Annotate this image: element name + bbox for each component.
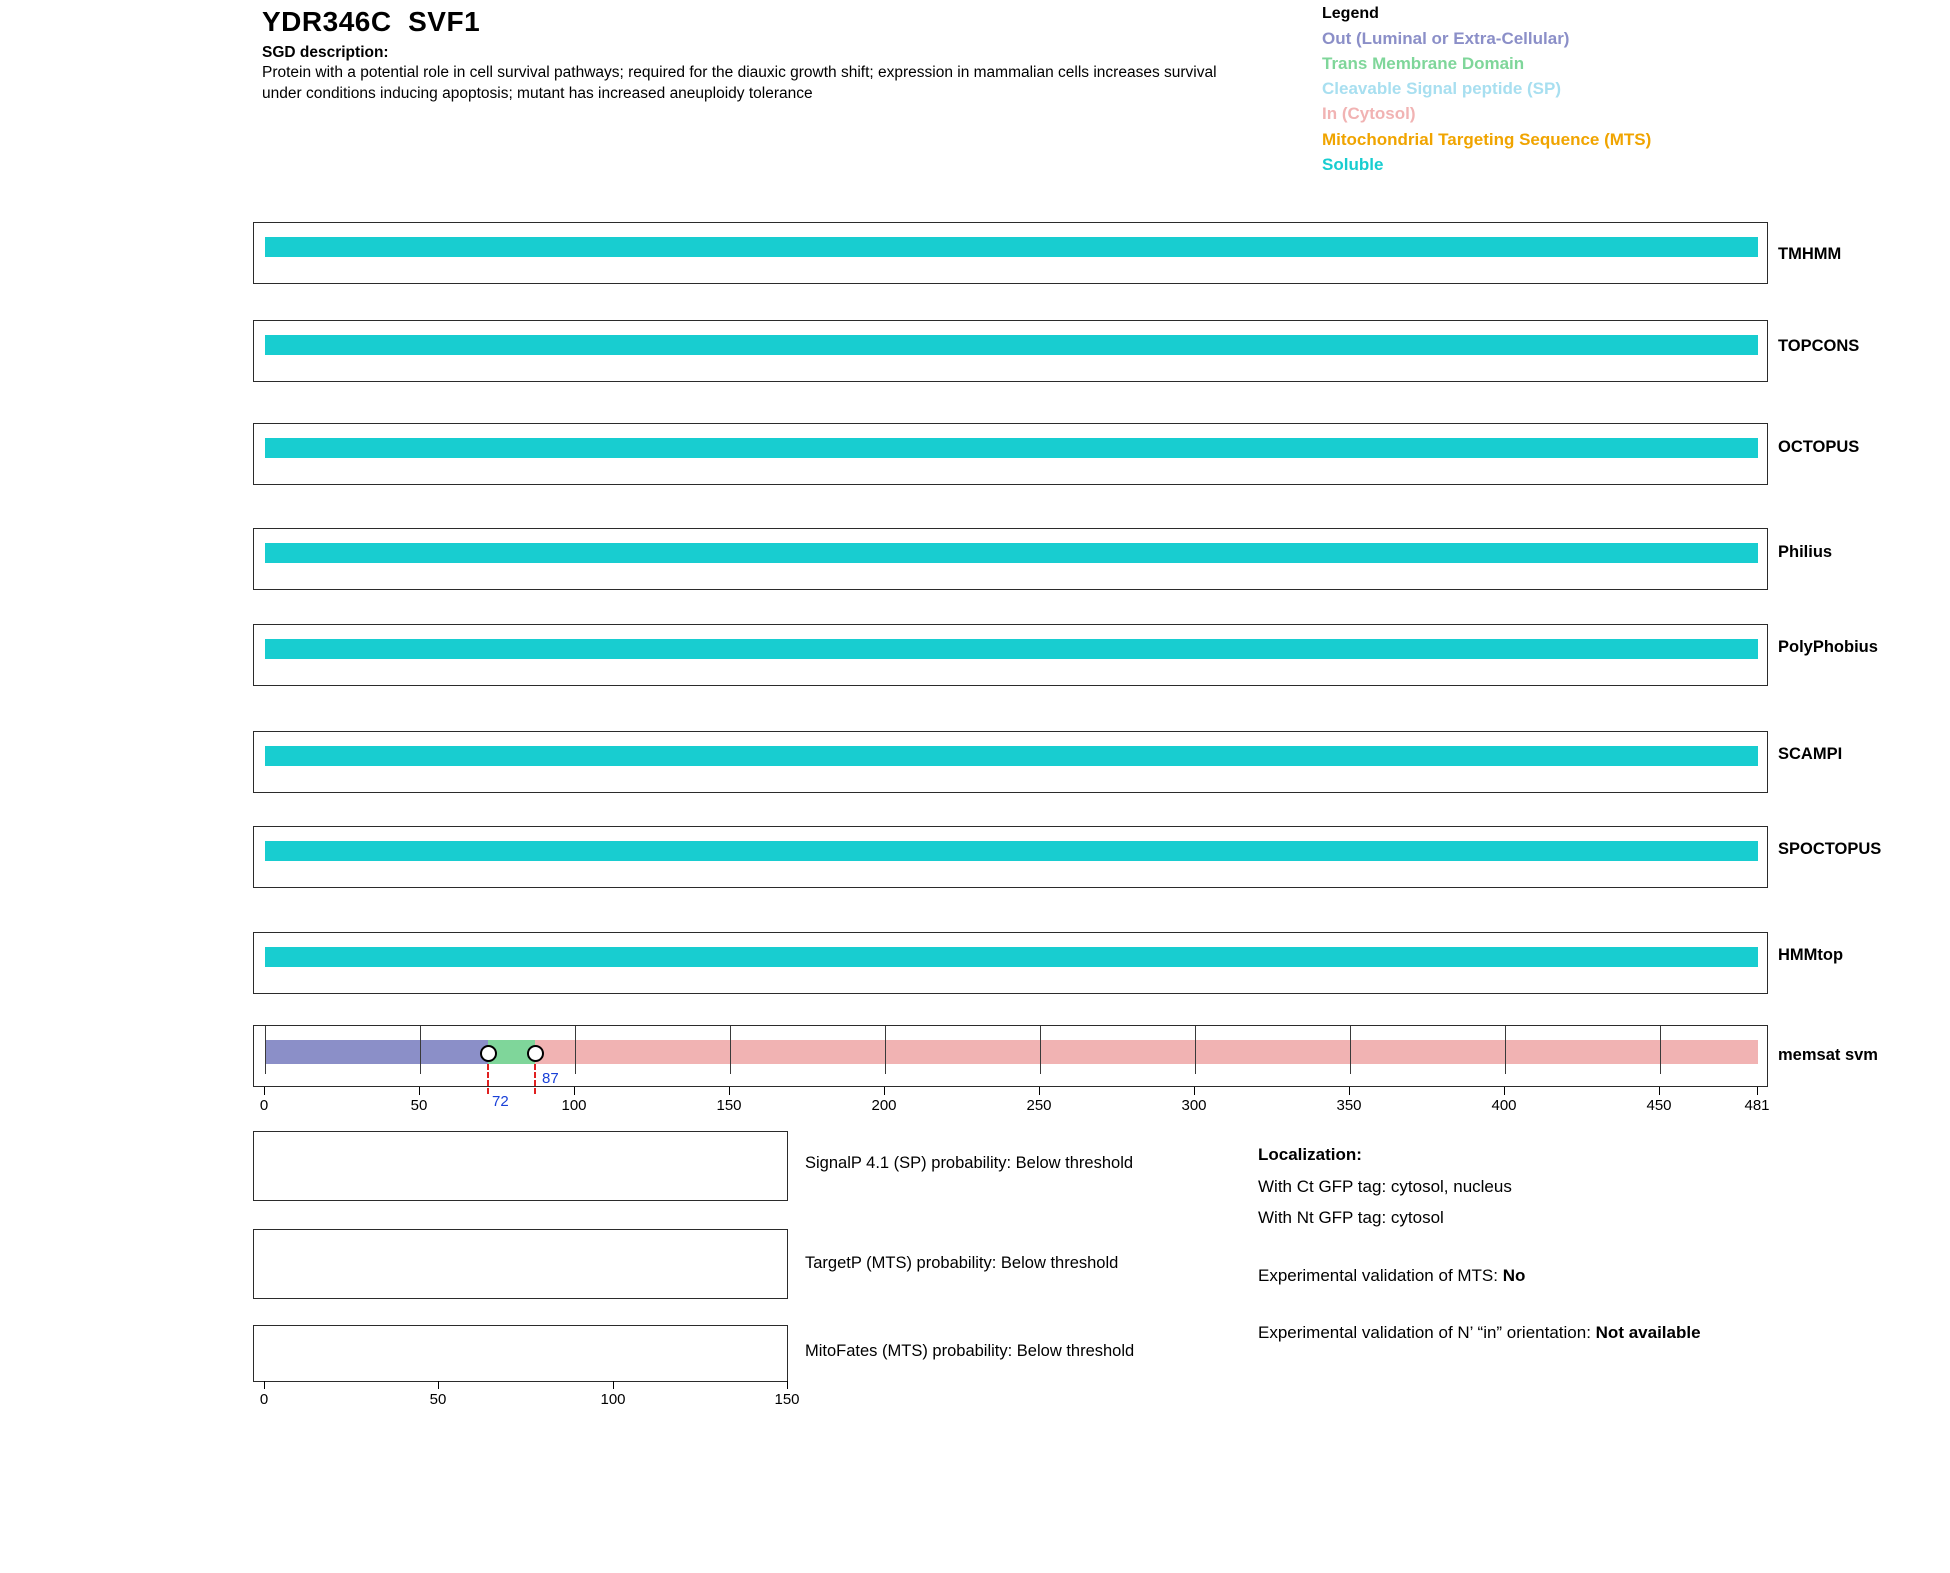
- axis-main-tick-200: 200: [871, 1097, 897, 1114]
- sgd-description-label: SGD description:: [262, 44, 389, 61]
- axis-main-tick-450: 450: [1646, 1097, 1672, 1114]
- axis-main-tick-250: 250: [1026, 1097, 1052, 1114]
- info-panel: [1258, 1142, 1898, 1352]
- orientation-validation: [1258, 1320, 1898, 1346]
- track-hmmtop: [253, 932, 1768, 994]
- legend: [1322, 5, 1922, 177]
- caption-mitofates: MitoFates (MTS) probability: Below threshold: [805, 1342, 1135, 1360]
- legend-item-mts: Mitochondrial Targeting Sequence (MTS): [1322, 129, 1652, 149]
- axis-main-tick-50: 50: [410, 1097, 428, 1114]
- legend-title: Legend: [1322, 5, 1379, 22]
- track-label-octopus: OCTOPUS: [1778, 438, 1860, 456]
- track-philius: [253, 528, 1768, 590]
- track-bar-soluble: [265, 947, 1758, 967]
- panel-signalp-plot: [253, 1131, 788, 1201]
- axis-mito-tick-50: 50: [429, 1391, 447, 1408]
- axis-main-tick-481: 481: [1744, 1097, 1770, 1114]
- axis-main-tick-300: 300: [1181, 1097, 1207, 1114]
- localization-nt-tag: With Nt GFP tag: cytosol: [1258, 1208, 1444, 1227]
- orientation-validation-label: Experimental validation of N’ “in” orientation:: [1258, 1323, 1596, 1342]
- localization-ct-tag: With Ct GFP tag: cytosol, nucleus: [1258, 1176, 1512, 1196]
- legend-item-sp: Cleavable Signal peptide (SP): [1322, 79, 1562, 99]
- track-bar-soluble: [265, 639, 1758, 659]
- axis-main-tick-0: 0: [259, 1097, 269, 1114]
- memsat-segment-in: [535, 1040, 1758, 1064]
- track-topcons: [253, 320, 1768, 382]
- sgd-description-text: Protein with a potential role in cell survival pathways; required for the diauxic growth shift; expression in mammalian cells increases survival under conditions inducing apoptosis; mutant has increased aneuploidy tolerance: [262, 64, 1217, 102]
- mts-validation-label: Experimental validation of MTS:: [1258, 1265, 1503, 1285]
- memsat-marker-line-72: [487, 1064, 489, 1094]
- axis-main-tick-100: 100: [561, 1097, 587, 1114]
- track-label-topcons: TOPCONS: [1778, 337, 1860, 355]
- memsat-marker-label-87: 87: [542, 1070, 559, 1087]
- caption-targetp: TargetP (MTS) probability: Below threshold: [805, 1254, 1119, 1272]
- track-bar-soluble: [265, 543, 1758, 563]
- track-spoctopus: [253, 826, 1768, 888]
- track-bar-soluble: [265, 841, 1758, 861]
- track-bar-soluble: [265, 746, 1758, 766]
- axis-mito-tick-150: 150: [774, 1391, 800, 1408]
- track-scampi: [253, 731, 1768, 793]
- legend-item-tmd: Trans Membrane Domain: [1322, 54, 1525, 74]
- mts-validation: [1258, 1263, 1898, 1289]
- track-octopus: [253, 423, 1768, 485]
- memsat-node-72: [480, 1045, 497, 1062]
- memsat-marker-label-72: 72: [492, 1093, 509, 1110]
- memsat-marker-line-87: [534, 1064, 536, 1094]
- panel-targetp-plot: [253, 1229, 788, 1299]
- localization-title: Localization:: [1258, 1145, 1362, 1164]
- track-tmhmm: [253, 222, 1768, 284]
- track-bar-soluble: [265, 335, 1758, 355]
- axis-main: [253, 1087, 1768, 1127]
- header: [262, 6, 1272, 104]
- caption-signalp: SignalP 4.1 (SP) probability: Below threshold: [805, 1154, 1134, 1172]
- track-label-scampi: SCAMPI: [1778, 745, 1843, 763]
- track-polyphobius: [253, 624, 1768, 686]
- axis-main-tick-400: 400: [1491, 1097, 1517, 1114]
- axis-main-tick-150: 150: [716, 1097, 742, 1114]
- track-memsat-svm: [253, 1025, 1768, 1087]
- track-label-tmhmm: TMHMM: [1778, 245, 1842, 263]
- axis-mito: [253, 1381, 800, 1411]
- track-bar-soluble: [265, 438, 1758, 458]
- page-title: YDR346C SVF1: [262, 6, 481, 37]
- memsat-segment-out: [265, 1040, 488, 1064]
- orientation-validation-value: Not available: [1595, 1323, 1701, 1342]
- legend-item-in: In (Cytosol): [1322, 104, 1416, 124]
- track-label-hmmtop: HMMtop: [1778, 946, 1844, 964]
- axis-mito-tick-100: 100: [600, 1391, 626, 1408]
- axis-main-tick-350: 350: [1336, 1097, 1362, 1114]
- track-label-polyphobius: PolyPhobius: [1778, 638, 1878, 656]
- legend-item-soluble: Soluble: [1322, 154, 1384, 174]
- track-label-memsat-svm: memsat svm: [1778, 1046, 1878, 1064]
- legend-item-out: Out (Luminal or Extra-Cellular): [1322, 29, 1570, 48]
- axis-mito-tick-0: 0: [259, 1391, 269, 1408]
- mts-validation-value: No: [1502, 1265, 1526, 1285]
- panel-mitofates-plot: [253, 1325, 788, 1382]
- track-label-philius: Philius: [1778, 543, 1833, 561]
- track-bar-soluble: [265, 237, 1758, 257]
- memsat-node-87: [527, 1045, 544, 1062]
- track-label-spoctopus: SPOCTOPUS: [1778, 840, 1882, 858]
